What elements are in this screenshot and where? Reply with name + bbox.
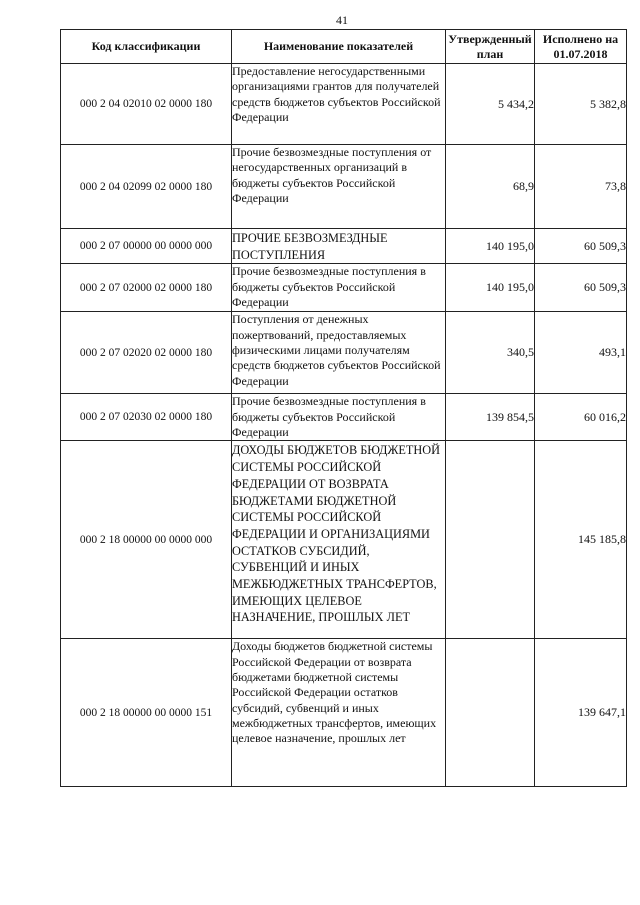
row-name: Прочие безвозмездные поступления в бюджеты субъектов Российской Федерации <box>232 264 446 312</box>
row-done: 139 647,1 <box>535 639 627 787</box>
row-done: 60 509,3 <box>535 264 627 312</box>
row-done: 145 185,8 <box>535 441 627 639</box>
row-plan <box>446 441 535 639</box>
header-plan: Утвержденный план <box>446 30 535 64</box>
row-code: 000 2 04 02010 02 0000 180 <box>61 64 232 145</box>
table-row <box>61 64 627 145</box>
table-row <box>61 394 627 441</box>
row-code: 000 2 07 00000 00 0000 000 <box>61 229 232 264</box>
row-plan: 340,5 <box>446 312 535 394</box>
row-name: Прочие безвозмездные поступления в бюджеты субъектов Российской Федерации <box>232 394 446 441</box>
row-name: ДОХОДЫ БЮДЖЕТОВ БЮДЖЕТНОЙ СИСТЕМЫ РОССИЙСКОЙ ФЕДЕРАЦИИ ОТ ВОЗВРАТА БЮДЖЕТАМИ БЮДЖЕТНОЙ СИСТЕМЫ РОССИЙСКОЙ ФЕДЕРАЦИИ И ОРГАНИЗАЦИЯМИ ОСТАТКОВ СУБСИДИЙ, СУБВЕНЦИЙ И ИНЫХ МЕЖБЮДЖЕТНЫХ ТРАНСФЕРТОВ, ИМЕЮЩИХ ЦЕЛЕВОЕ НАЗНАЧЕНИЕ, ПРОШЛЫХ ЛЕТ <box>232 441 446 639</box>
row-plan: 140 195,0 <box>446 229 535 264</box>
page-number: 41 <box>336 13 348 27</box>
header-name: Наименование показателей <box>232 30 446 64</box>
row-plan: 140 195,0 <box>446 264 535 312</box>
row-done: 60 016,2 <box>535 394 627 441</box>
row-name: Поступления от денежных пожертвований, предоставляемых физическими лицами получателям средств бюджетов субъектов Российской Федерации <box>232 312 446 394</box>
table-row <box>61 264 627 312</box>
row-done: 60 509,3 <box>535 229 627 264</box>
row-done: 73,8 <box>535 145 627 229</box>
row-code: 000 2 04 02099 02 0000 180 <box>61 145 232 229</box>
row-done: 5 382,8 <box>535 64 627 145</box>
row-done: 493,1 <box>535 312 627 394</box>
header-code: Код классификации <box>61 30 232 64</box>
row-code: 000 2 07 02020 02 0000 180 <box>61 312 232 394</box>
revenue-table <box>60 29 627 787</box>
row-plan: 68,9 <box>446 145 535 229</box>
table-header-row <box>61 30 627 64</box>
row-plan: 5 434,2 <box>446 64 535 145</box>
row-code: 000 2 07 02030 02 0000 180 <box>61 394 232 441</box>
row-plan: 139 854,5 <box>446 394 535 441</box>
header-done: Исполнено на 01.07.2018 <box>535 30 627 64</box>
row-code: 000 2 18 00000 00 0000 000 <box>61 441 232 639</box>
row-code: 000 2 07 02000 02 0000 180 <box>61 264 232 312</box>
row-code: 000 2 18 00000 00 0000 151 <box>61 639 232 787</box>
table-row <box>61 229 627 264</box>
table-row <box>61 441 627 639</box>
row-name: Прочие безвозмездные поступления от негосударственных организаций в бюджеты субъектов Российской Федерации <box>232 145 446 229</box>
table-row <box>61 639 627 787</box>
row-plan <box>446 639 535 787</box>
row-name: Доходы бюджетов бюджетной системы Российской Федерации от возврата бюджетами бюджетной системы Российской Федерации остатков субсидий, субвенций и иных межбюджетных трансфертов, имеющих целевое назначение, прошлых лет <box>232 639 446 787</box>
row-name: ПРОЧИЕ БЕЗВОЗМЕЗДНЫЕ ПОСТУПЛЕНИЯ <box>232 229 446 264</box>
table-row <box>61 312 627 394</box>
table-row <box>61 145 627 229</box>
row-name: Предоставление негосударственными организациями грантов для получателей средств бюджетов субъектов Российской Федерации <box>232 64 446 145</box>
